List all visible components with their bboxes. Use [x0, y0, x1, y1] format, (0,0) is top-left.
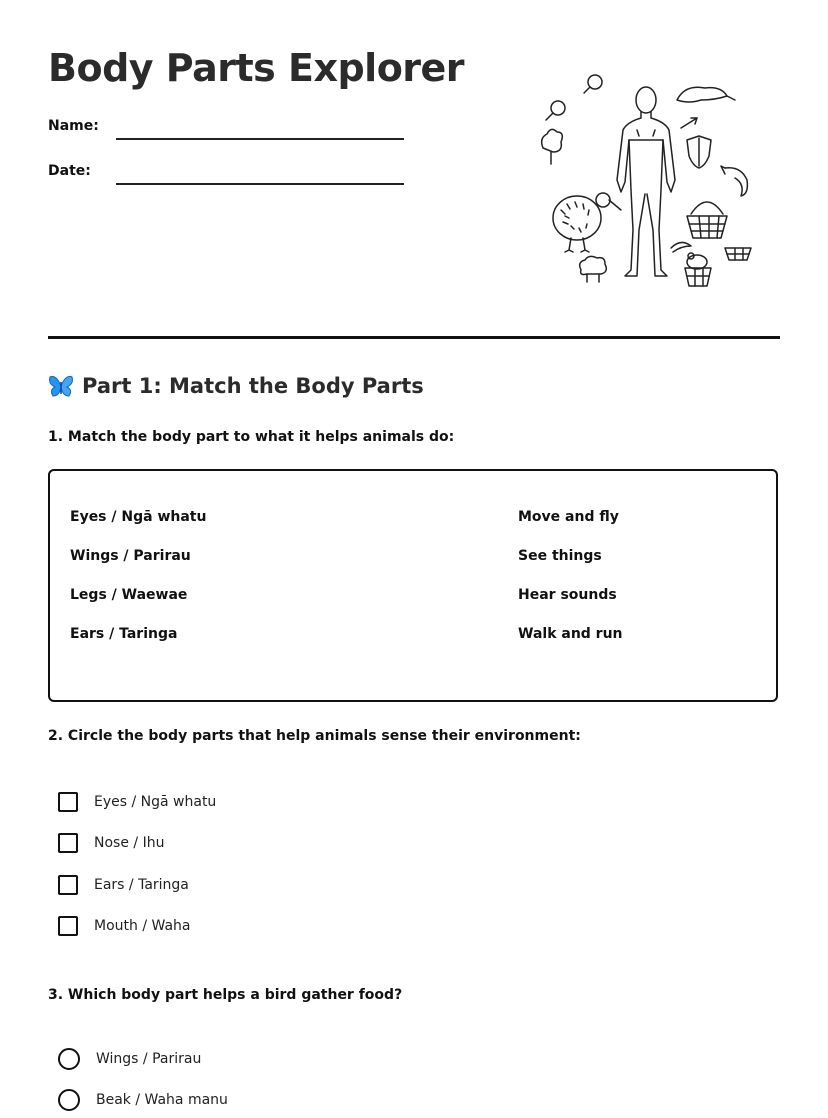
checkbox-option[interactable]: [58, 914, 190, 938]
radio-button[interactable]: [58, 1048, 80, 1070]
question-2-prompt: 2. Circle the body parts that help animals sense their environment:: [48, 728, 581, 744]
match-right-item[interactable]: Walk and run: [518, 626, 623, 642]
magnifying-glass-icon: [584, 75, 602, 93]
date-label: Date:: [48, 163, 91, 179]
checkbox-label: Ears / Taringa: [94, 877, 189, 893]
radio-option[interactable]: [58, 1047, 201, 1071]
shield-icon: [687, 136, 711, 168]
checkbox[interactable]: [58, 833, 78, 853]
magnifying-glass-icon: [546, 101, 565, 120]
radio-label: Beak / Waha manu: [96, 1092, 228, 1108]
fish-icon: [721, 166, 747, 196]
checkbox-label: Eyes / Ngā whatu: [94, 794, 217, 810]
worksheet-title: Body Parts Explorer: [48, 46, 465, 90]
matching-box: [48, 469, 778, 702]
name-input-line[interactable]: [116, 138, 404, 140]
body-parts-illustration: [515, 70, 785, 295]
match-left-item[interactable]: Wings / Parirau: [70, 548, 191, 564]
question-1-prompt: 1. Match the body part to what it helps animals do:: [48, 429, 455, 445]
part1-heading: [48, 374, 424, 398]
match-right-item[interactable]: Move and fly: [518, 509, 619, 525]
name-label: Name:: [48, 118, 99, 134]
checkbox[interactable]: [58, 916, 78, 936]
checkbox-option[interactable]: [58, 873, 189, 897]
platypus-icon: [677, 87, 735, 102]
basket-icon: [725, 248, 751, 260]
butterfly-icon: [48, 374, 74, 398]
bird-basket-icon: [685, 253, 711, 286]
date-input-line[interactable]: [116, 183, 404, 185]
bush-icon: [542, 129, 563, 164]
radio-option[interactable]: [58, 1088, 228, 1112]
checkbox[interactable]: [58, 792, 78, 812]
radio-button[interactable]: [58, 1089, 80, 1111]
match-left-item[interactable]: Eyes / Ngā whatu: [70, 509, 207, 525]
checkbox[interactable]: [58, 875, 78, 895]
human-figure-icon: [617, 87, 675, 276]
checkbox-label: Nose / Ihu: [94, 835, 165, 851]
arrow-icon: [681, 118, 697, 128]
checkbox-label: Mouth / Waha: [94, 918, 191, 934]
radio-label: Wings / Parirau: [96, 1051, 202, 1067]
feather-icon: [671, 242, 691, 252]
match-right-item[interactable]: Hear sounds: [518, 587, 617, 603]
match-left-item[interactable]: Ears / Taringa: [70, 626, 178, 642]
checkbox-option[interactable]: [58, 790, 216, 814]
basket-icon: [687, 202, 727, 238]
header-divider: [48, 336, 780, 339]
part1-heading-text: Part 1: Match the Body Parts: [82, 374, 424, 398]
question-3-prompt: 3. Which body part helps a bird gather food?: [48, 987, 403, 1003]
checkbox-option[interactable]: [58, 831, 164, 855]
match-left-item[interactable]: Legs / Waewae: [70, 587, 188, 603]
sheep-icon: [580, 256, 607, 282]
kiwi-bird-icon: [553, 193, 621, 252]
match-right-item[interactable]: See things: [518, 548, 602, 564]
